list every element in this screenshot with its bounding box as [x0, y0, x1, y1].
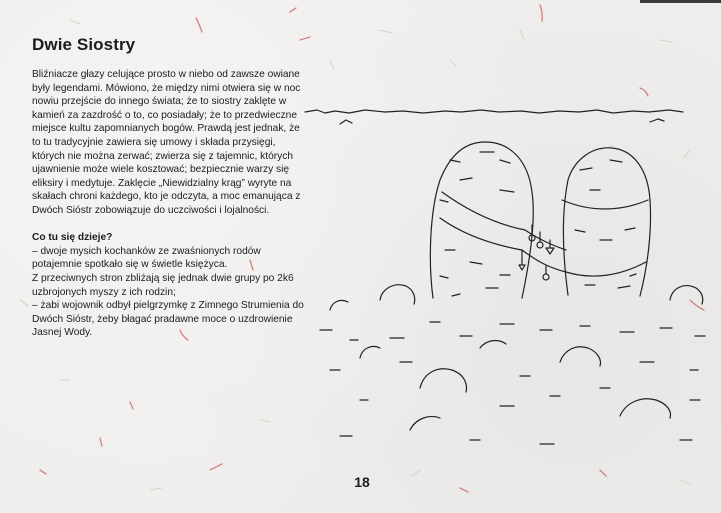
two-sisters-illustration	[300, 100, 721, 470]
events-heading: Co tu się dzieje?	[32, 232, 113, 244]
page-number: 18	[354, 474, 370, 490]
page-title: Dwie Siostry	[32, 35, 136, 54]
location-description	[32, 68, 304, 340]
event-item: – żabi wojownik odbył pielgrzymkę z Zimnego Strumienia do Dwóch Sióstr, żeby błagać pradawne moce o uzdrowienie Jasnej Wody.	[32, 300, 304, 339]
intro-paragraph: Bliźniacze głazy celujące prosto w niebo od zawsze owiane były legendami. Mówiono, że między nimi otwiera się w noc nowiu przejście do innego świata; że to siostry zaklęte w kamień za zazdrość o to, co posiadały; że to przedwieczne miejsce kultu zapomnianych bogów. Prawdą jest jednak, że to tu tradycyjnie zawiera się umowy i składa przysięgi, których nie można zerwać; zwierza się z tajemnic, których ujawnienie może wiele kosztować; bezpiecznie warzy się eliksiry i medytuje. Zaklęcie „Niewidzialny krąg” wyryte na skałach chroni każdego, kto je odczyta, a moc emanująca z Dwóch Sióstr zobowiązuje do uczciwości i lojalności.	[32, 69, 301, 216]
event-item: – dwoje mysich kochanków ze zwaśnionych rodów potajemnie spotkało się w świetle księżyca.	[32, 245, 261, 271]
event-item: Z przeciwnych stron zbliżają się jednak dwie grupy po 2k6 uzbrojonych myszy z ich rodzin;	[32, 272, 294, 298]
page-edge-shadow	[640, 0, 721, 3]
